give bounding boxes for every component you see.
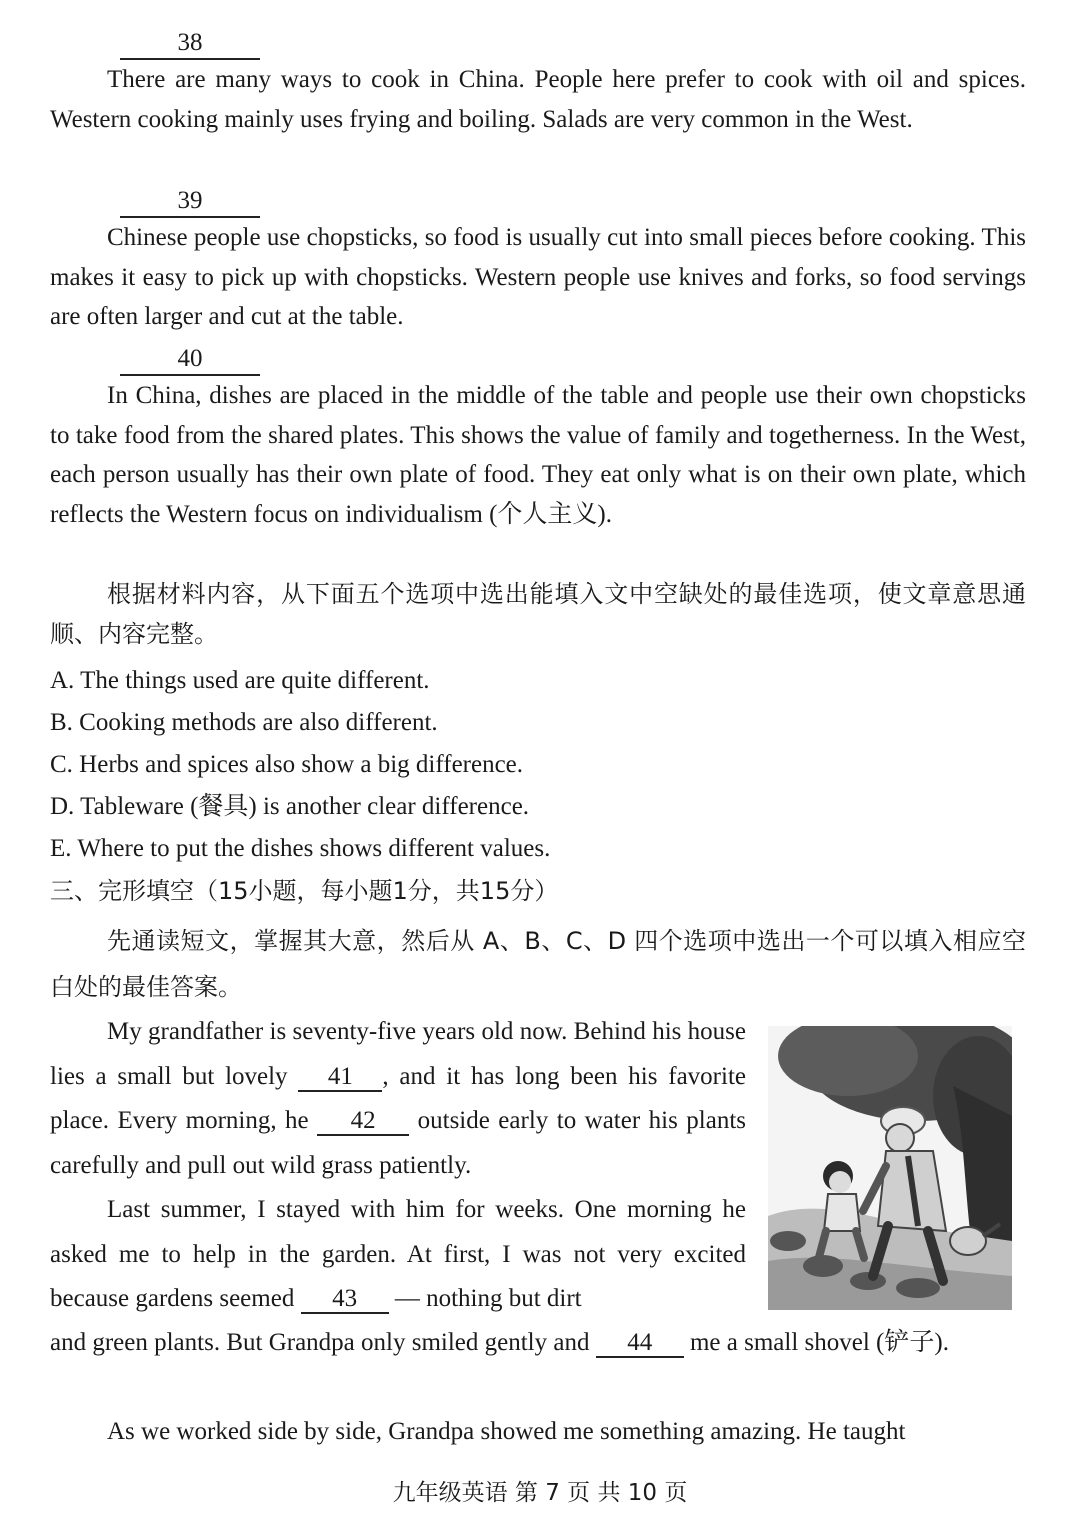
cloze-paragraph-2 xyxy=(50,1188,746,1322)
cloze-text: me a small shovel (铲子). xyxy=(689,1329,949,1356)
paragraph-38: There are many ways to cook in China. People here prefer to cook with oil and spices. Western cooking mainly uses frying and boiling. Salads are very common in the West. xyxy=(50,66,1026,133)
cloze-paragraph-3: As we worked side by side, Grandpa showed me something amazing. He taught xyxy=(107,1418,906,1445)
cloze-blank-41: 41 xyxy=(298,1064,382,1092)
option-d: D. Tableware (餐具) is another clear difference. xyxy=(50,793,530,820)
cloze-blank-44: 44 xyxy=(596,1330,684,1358)
page-footer: 九年级英语 第 7 页 共 10 页 xyxy=(392,1480,688,1506)
cloze-text: — nothing but dirt xyxy=(394,1285,582,1312)
blank-39: 39 xyxy=(120,186,260,218)
cloze-paragraph-2-continued xyxy=(50,1321,1026,1365)
option-b: B. Cooking methods are also different. xyxy=(50,709,438,736)
cloze-text: outside early to water his plants carefully and pull out wild grass patiently. xyxy=(50,1107,747,1179)
instruction-cloze: 先通读短文，掌握其大意，然后从 A、B、C、D 四个选项中选出一个可以填入相应空白处的最佳答案。 xyxy=(50,927,1026,1001)
paragraph-39: Chinese people use chopsticks, so food is usually cut into small pieces before cooking. This makes it easy to pick up with chopsticks. Western people use knives and forks, so food servings are often larger and cut at the table. xyxy=(50,224,1026,330)
grandfather-garden-illustration xyxy=(768,1026,1012,1310)
blank-38: 38 xyxy=(120,28,260,60)
instruction-seven-choose-five: 根据材料内容，从下面五个选项中选出能填入文中空缺处的最佳选项，使文章意思通顺、内容完整。 xyxy=(50,580,1026,648)
section-title-cloze: 三、完形填空（15小题，每小题1分，共15分） xyxy=(50,877,559,905)
cloze-blank-42: 42 xyxy=(317,1108,409,1136)
paragraph-40: In China, dishes are placed in the middle of the table and people use their own chopsticks to take food from the shared plates. This shows the value of family and togetherness. In the West, each person usually has their own plate of food. They eat only what is on their own plate, which reflects the Western focus on individualism (个人主义). xyxy=(50,382,1026,528)
cloze-text: and green plants. But Grandpa only smiled gently and xyxy=(50,1329,590,1356)
blank-40: 40 xyxy=(120,344,260,376)
option-a: A. The things used are quite different. xyxy=(50,667,430,694)
cloze-paragraph-1 xyxy=(50,1010,746,1188)
cloze-text: , and it has long been his favorite place. Every morning, he xyxy=(50,1062,746,1134)
cloze-blank-43: 43 xyxy=(301,1286,389,1314)
option-e: E. Where to put the dishes shows different values. xyxy=(50,835,551,862)
option-c: C. Herbs and spices also show a big difference. xyxy=(50,751,524,778)
cloze-text: My grandfather is seventy-five years old now. Behind his house lies a small but lovely xyxy=(50,1018,746,1090)
cloze-text: Last summer, I stayed with him for weeks. One morning he asked me to help in the garden. At first, I was not very excited because gardens seemed xyxy=(50,1196,746,1312)
